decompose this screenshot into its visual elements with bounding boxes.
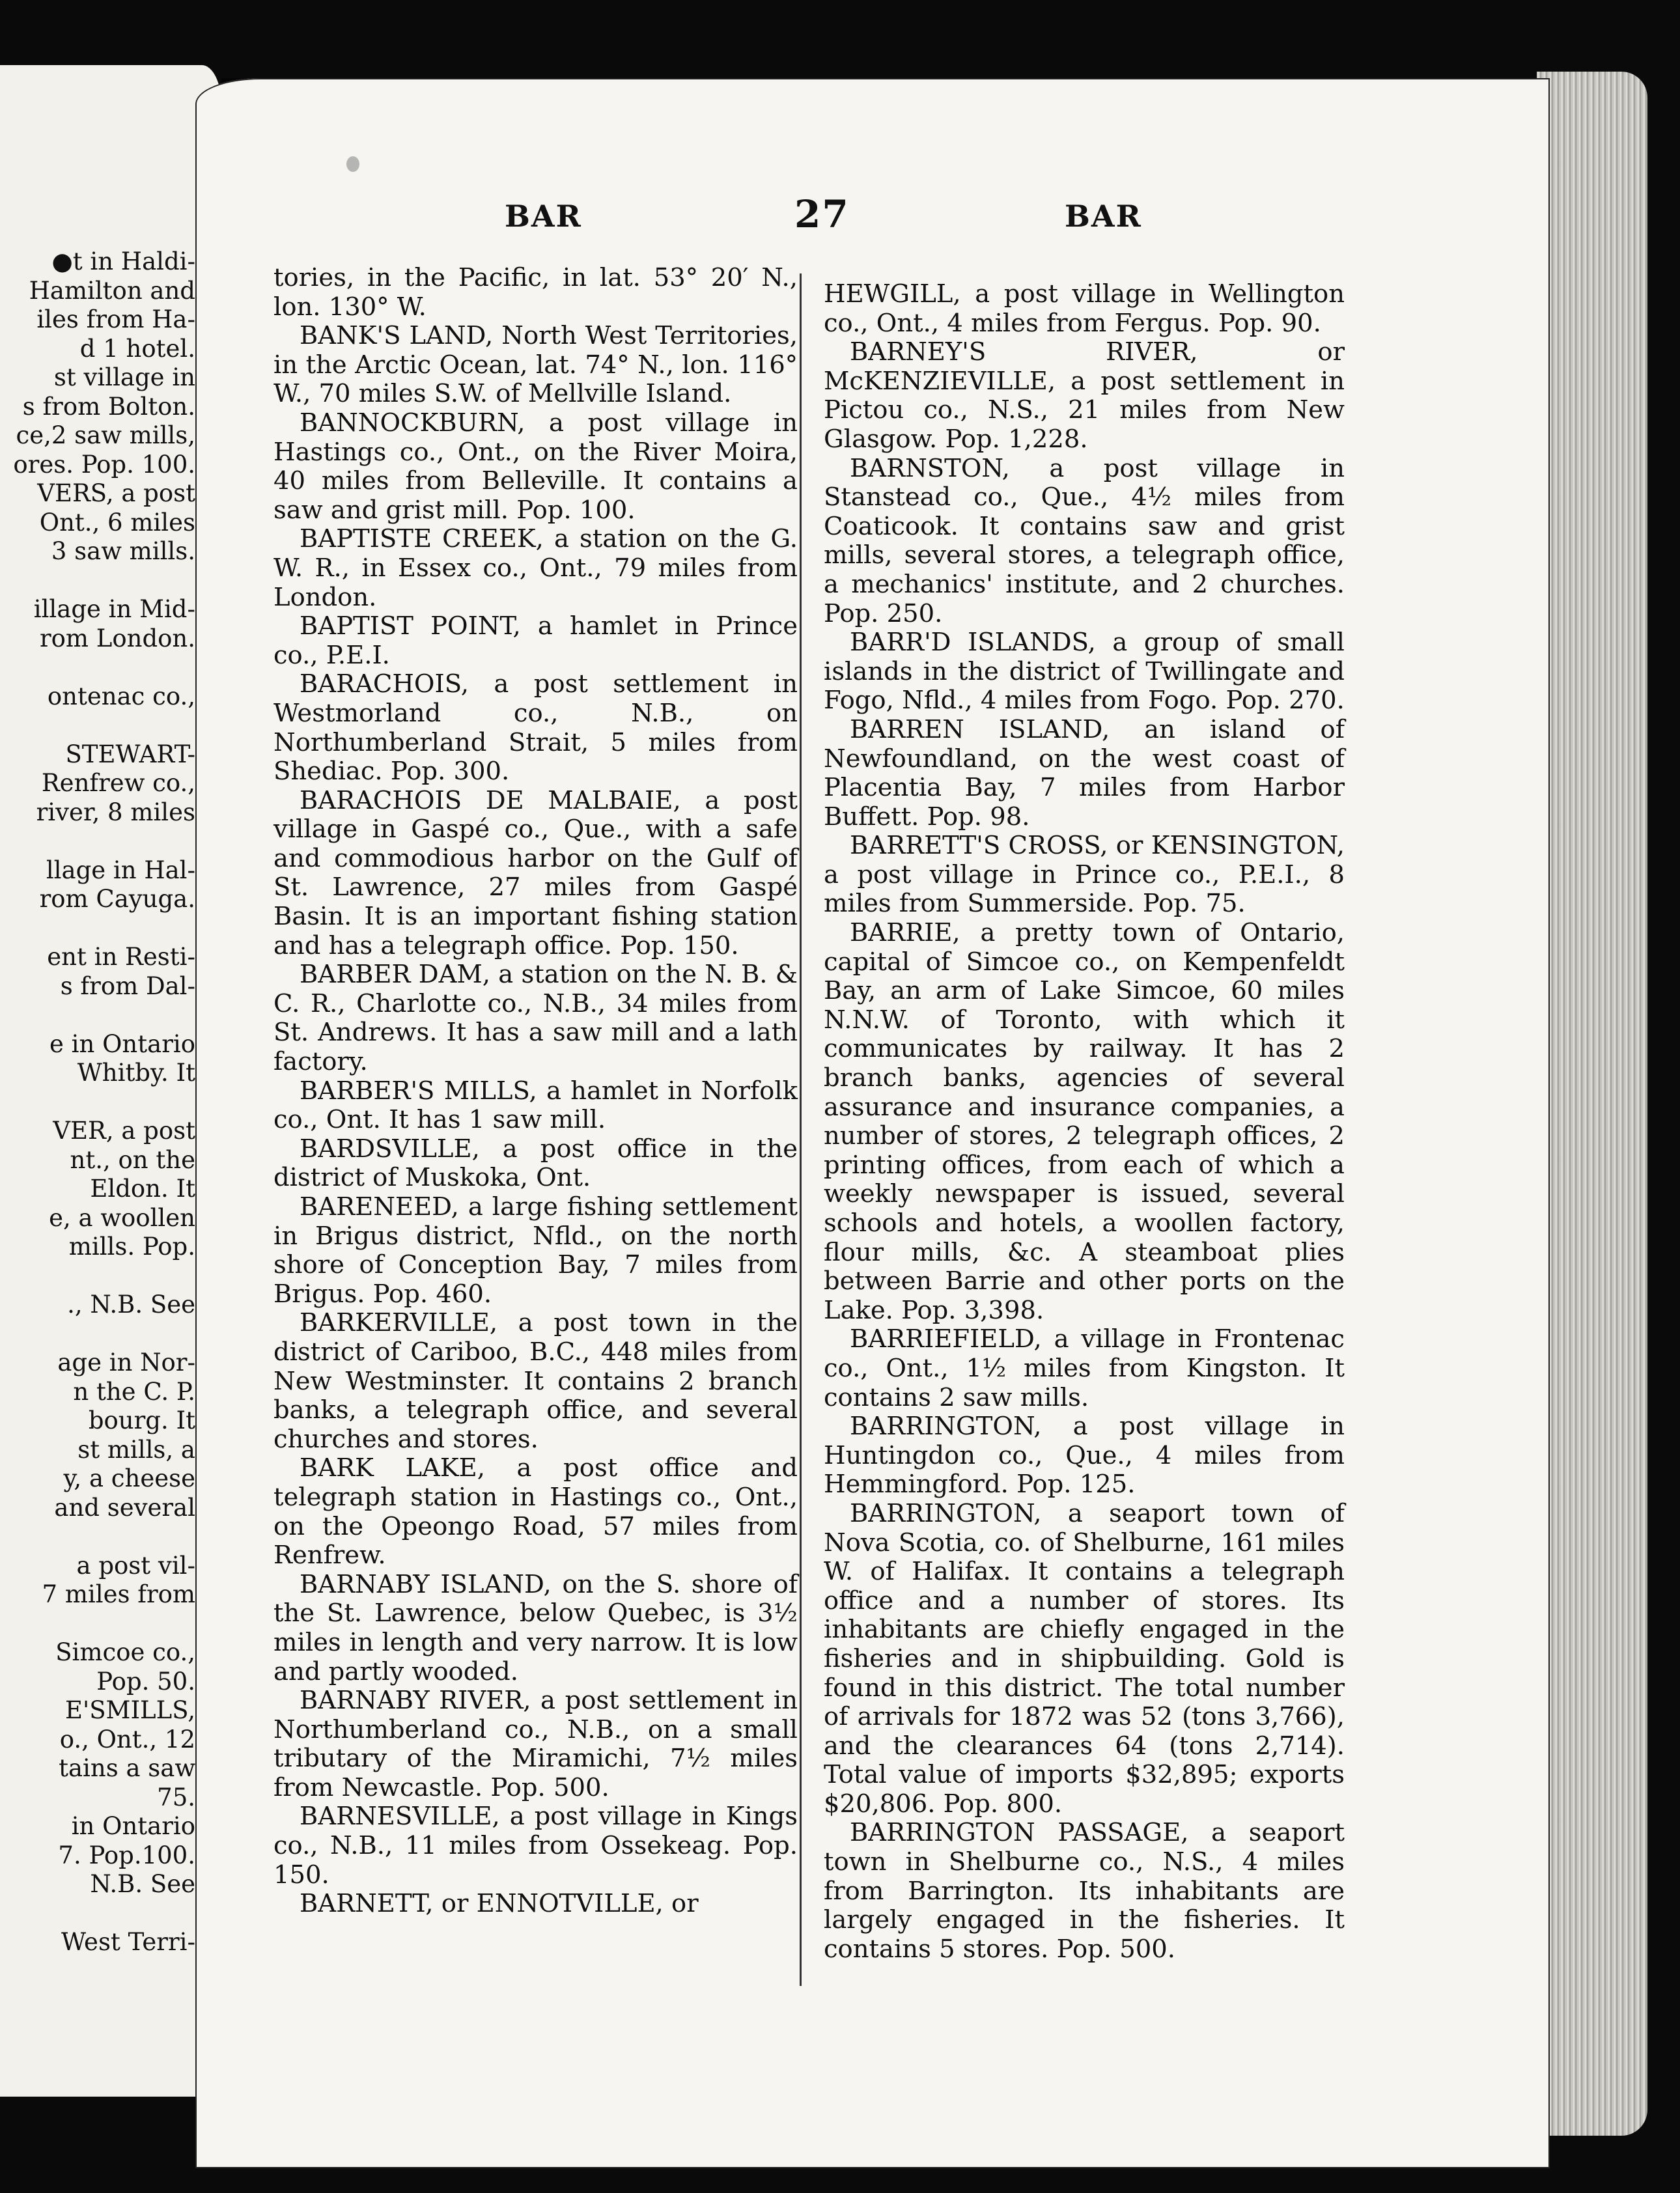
left-fragment-line: Renfrew co.,: [41, 769, 195, 797]
left-fragment-line: st mills, a: [77, 1435, 195, 1464]
left-fragment-line: [0, 566, 195, 596]
left-fragment-line: [0, 653, 195, 682]
left-fragment-line: Whitby. It: [77, 1059, 195, 1087]
gazetteer-entry: BARACHOIS DE MALBAIE, a post village in Gaspé co., Que., with a safe and commodious harbor on the Gulf of St. Lawrence, 27 miles from Gaspé Basin. It is an important fishing station and has a telegraph office. Pop. 150.: [273, 785, 798, 960]
left-fragment-line: VERS, a post: [37, 479, 195, 507]
left-fragment-line: 7 miles from: [42, 1580, 195, 1608]
left-fragment-line: s from Bolton.: [22, 392, 195, 421]
page-number: 27: [794, 192, 850, 236]
left-fragment-line: s from Dal-: [60, 971, 195, 1000]
left-page-fragment: [0, 65, 221, 2097]
gazetteer-entry: BARNEY'S RIVER, or McKENZIEVILLE, a post settlement in Pictou co., N.S., 21 miles from New Glasgow. Pop. 1,228.: [824, 337, 1345, 454]
left-fragment-line: bourg. It: [88, 1406, 195, 1434]
left-page-text: [0, 247, 195, 1957]
gazetteer-entry: BARNABY ISLAND, on the S. shore of the St. Lawrence, below Quebec, is 3½ miles in length and very narrow. It is low and partly wooded.: [273, 1569, 798, 1686]
gazetteer-entry: BANK'S LAND, North West Territories, in the Arctic Ocean, lat. 74° N., lon. 116° W., 70 miles S.W. of Mellville Island.: [273, 321, 798, 409]
left-fragment-line: ., N.B. See: [67, 1291, 195, 1319]
left-fragment-line: [0, 1262, 195, 1291]
left-fragment-line: e, a woollen: [49, 1203, 195, 1232]
left-fragment-line: Hamilton and: [29, 276, 195, 305]
text-column-left: [273, 264, 798, 1919]
gazetteer-entry: tories, in the Pacific, in lat. 53° 20′ N., lon. 130° W.: [273, 263, 798, 322]
left-fragment-line: ontenac co.,: [47, 682, 195, 710]
left-fragment-line: N.B. See: [90, 1870, 195, 1898]
left-fragment-line: [0, 1610, 195, 1639]
left-fragment-line: 75.: [157, 1783, 195, 1811]
left-fragment-line: E'SMILLS,: [65, 1696, 195, 1724]
left-fragment-line: [0, 1088, 195, 1117]
left-fragment-line: n the C. P.: [73, 1377, 195, 1406]
left-fragment-line: Eldon. It: [90, 1175, 195, 1203]
gazetteer-entry: BARRINGTON PASSAGE, a seaport town in Shelburne co., N.S., 4 miles from Barrington. Its inhabitants are largely engaged in the fisheries. It contains 5 stores. Pop. 500.: [824, 1818, 1345, 1964]
paper-blemish: [346, 156, 359, 172]
left-fragment-line: a post vil-: [76, 1551, 195, 1580]
gazetteer-entry: BARNABY RIVER, a post settlement in Northumberland co., N.B., on a small tributary of the Miramichi, 7½ miles from Newcastle. Pop. 500.: [273, 1686, 798, 1802]
left-fragment-line: STEWART-: [65, 740, 195, 768]
gazetteer-entry: BARNSTON, a post village in Stanstead co., Que., 4½ miles from Coaticook. It contains saw and grist mills, several stores, a telegraph office, a mechanics' institute, and 2 churches. Pop. 250.: [824, 453, 1345, 628]
left-fragment-line: y, a cheese: [63, 1464, 195, 1492]
left-fragment-line: West Terri-: [61, 1928, 195, 1956]
left-fragment-line: 3 saw mills.: [51, 537, 195, 565]
gazetteer-entry: BARREN ISLAND, an island of Newfoundland, on the west coast of Placentia Bay, 7 miles from Harbor Buffett. Pop. 98.: [824, 714, 1345, 831]
left-fragment-line: Ont., 6 miles: [39, 508, 195, 537]
left-fragment-line: rom Cayuga.: [39, 885, 195, 913]
left-fragment-line: illage in Mid-: [33, 595, 195, 623]
gazetteer-entry: BARNETT, or ENNOTVILLE, or: [300, 1889, 699, 1919]
left-fragment-line: river, 8 miles: [36, 798, 195, 826]
left-fragment-line: [0, 914, 195, 943]
left-fragment-line: in Ontario: [71, 1812, 195, 1840]
left-fragment-line: mills. Pop.: [68, 1233, 195, 1261]
gazetteer-entry: BARRIEFIELD, a village in Frontenac co., Ont., 1½ miles from Kingston. It contains 2 saw mills.: [824, 1324, 1345, 1412]
left-fragment-line: VER, a post: [53, 1117, 195, 1145]
running-head-left: BAR: [505, 199, 582, 234]
left-fragment-line: iles from Ha-: [36, 305, 195, 333]
left-fragment-line: tains a saw: [59, 1754, 195, 1782]
left-fragment-line: [0, 1320, 195, 1349]
gazetteer-entry: BARACHOIS, a post settlement in Westmorland co., N.B., on Northumberland Strait, 5 miles from Shediac. Pop. 300.: [273, 669, 798, 787]
left-fragment-line: [0, 1522, 195, 1552]
running-head-right: BAR: [1065, 199, 1142, 234]
gazetteer-entry: BAPTIST POINT, a hamlet in Prince co., P.E.I.: [273, 611, 798, 670]
gazetteer-entry: HEWGILL, a post village in Wellington co., Ont., 4 miles from Fergus. Pop. 90.: [824, 279, 1345, 338]
gazetteer-entry: BARKERVILLE, a post town in the district of Cariboo, B.C., 448 miles from New Westminster. It contains 2 branch banks, a telegraph office, and several churches and stores.: [273, 1308, 798, 1454]
left-fragment-line: st village in: [53, 363, 195, 391]
gazetteer-entry: BARDSVILLE, a post office in the district of Muskoka, Ont.: [273, 1134, 798, 1193]
left-fragment-line: ent in Resti-: [47, 943, 195, 971]
text-column-right: [824, 280, 1345, 1964]
gazetteer-entry: BAPTISTE CREEK, a station on the G. W. R., in Essex co., Ont., 79 miles from London.: [273, 524, 798, 612]
left-fragment-line: o., Ont., 12: [59, 1725, 195, 1753]
left-fragment-line: [0, 1001, 195, 1030]
left-fragment-line: [0, 827, 195, 856]
page-edges: [1537, 72, 1647, 2136]
gazetteer-entry: BARK LAKE, a post office and telegraph station in Hastings co., Ont., on the Opeongo Road, 57 miles from Renfrew.: [273, 1453, 798, 1571]
gazetteer-entry: BANNOCKBURN, a post village in Hastings co., Ont., on the River Moira, 40 miles from Belleville. It contains a saw and grist mill. Pop. 100.: [273, 408, 798, 525]
left-fragment-line: nt., on the: [70, 1145, 195, 1174]
left-fragment-line: Pop. 50.: [96, 1667, 195, 1696]
left-fragment-line: and several: [54, 1493, 195, 1522]
left-fragment-line: ores. Pop. 100.: [13, 450, 195, 479]
gazetteer-entry: BARR'D ISLANDS, a group of small islands in the district of Twillingate and Fogo, Nfld., 4 miles from Fogo. Pop. 270.: [824, 628, 1345, 716]
left-fragment-line: d 1 hotel.: [79, 334, 195, 363]
left-fragment-line: e in Ontario: [49, 1029, 195, 1058]
gazetteer-entry: BARRINGTON, a post village in Huntingdon co., Que., 4 miles from Hemmingford. Pop. 125.: [824, 1412, 1345, 1500]
gazetteer-entry: BARENEED, a large fishing settlement in Brigus district, Nfld., on the north shore of Conception Bay, 7 miles from Brigus. Pop. 460.: [273, 1192, 798, 1309]
left-fragment-line: Simcoe co.,: [55, 1638, 195, 1666]
gazetteer-entry: BARRINGTON, a seaport town of Nova Scotia, co. of Shelburne, 161 miles W. of Halifax. It contains a telegraph office and a number of stores. Its inhabitants are chiefly engaged in the fisheries and in shipbuilding. Gold is found in this district. The total number of arrivals for 1872 was 52 (tons 3,766), and the clearances 64 (tons 2,714). Total value of imports $32,895; exports $20,806. Pop. 800.: [824, 1498, 1345, 1819]
gazetteer-entry: BARBER'S MILLS, a hamlet in Norfolk co., Ont. It has 1 saw mill.: [273, 1076, 798, 1135]
left-fragment-line: 7. Pop.100.: [58, 1841, 195, 1869]
gazetteer-entry: BARRETT'S CROSS, or KENSINGTON, a post village in Prince co., P.E.I., 8 miles from Summerside. Pop. 75.: [824, 831, 1345, 919]
left-fragment-line: llage in Hal-: [46, 856, 195, 884]
left-fragment-line: [0, 1899, 195, 1929]
gazetteer-entry: BARBER DAM, a station on the N. B. & C. R., Charlotte co., N.B., 34 miles from St. Andrews. It has a saw mill and a lath factory.: [273, 960, 798, 1077]
left-fragment-line: [0, 711, 195, 740]
gazetteer-entry: BARRIE, a pretty town of Ontario, capital of Simcoe co., on Kempenfeldt Bay, an arm of Lake Simcoe, 60 miles N.N.W. of Toronto, with which it communicates by railway. It has 2 branch banks, agencies of several assurance and insurance companies, a number of stores, 2 telegraph offices, 2 printing offices, from each of which a weekly newspaper is issued, several schools and hotels, a woollen factory, flour mills, &c. A steamboat plies between Barrie and other ports on the Lake. Pop. 3,398.: [824, 918, 1345, 1325]
left-fragment-line: rom London.: [39, 624, 195, 652]
gazetteer-entry: BARNESVILLE, a post village in Kings co., N.B., 11 miles from Ossekeag. Pop. 150.: [273, 1802, 798, 1890]
left-fragment-line: ce,2 saw mills,: [16, 421, 195, 449]
left-fragment-line: age in Nor-: [57, 1348, 195, 1376]
left-fragment-line: ●t in Haldi-: [51, 247, 195, 275]
column-rule: [800, 273, 802, 1986]
